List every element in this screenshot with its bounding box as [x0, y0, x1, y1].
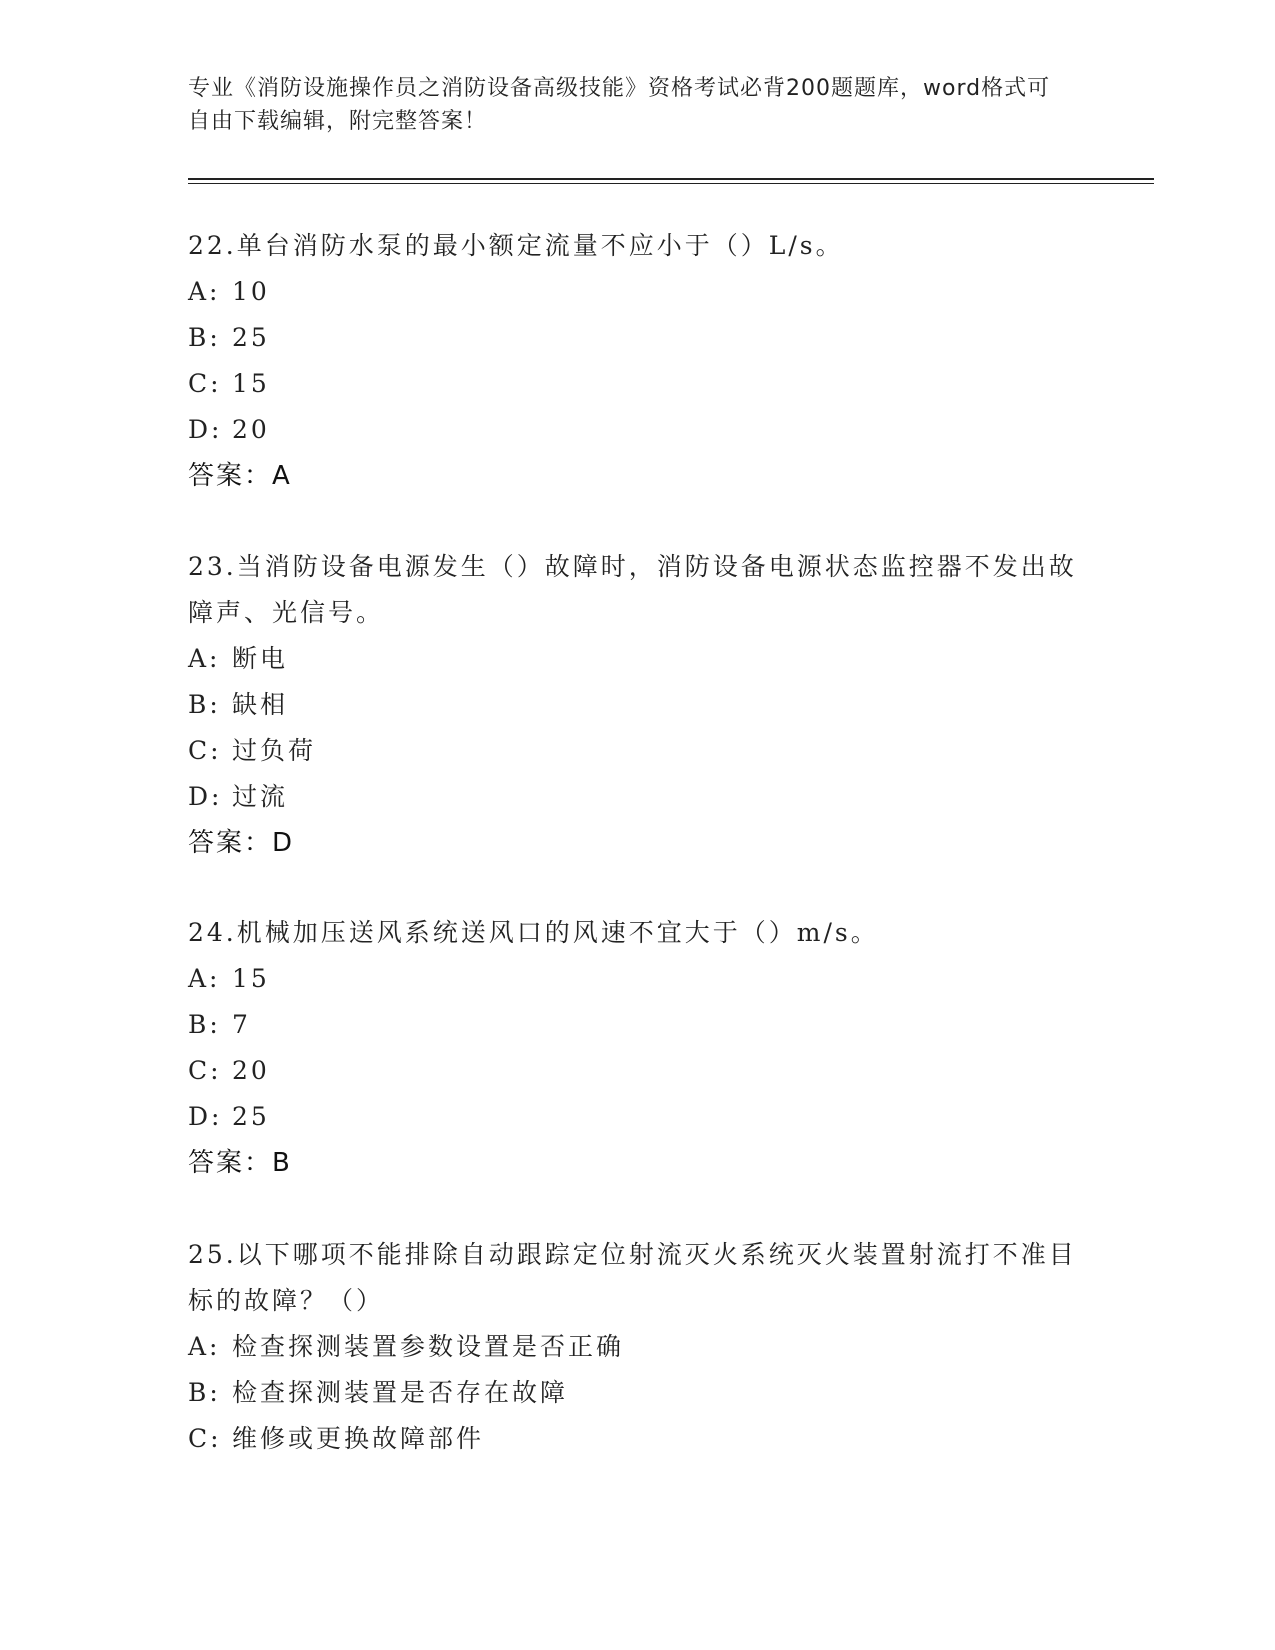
option-b	[188, 315, 1088, 361]
option-key: A:	[188, 964, 221, 993]
option-a	[188, 1324, 1088, 1370]
option-text: 25	[232, 323, 270, 352]
question-stem: 23.当消防设备电源发生（）故障时，消防设备电源状态监控器不发出故障声、光信号。	[188, 552, 1077, 627]
option-c	[188, 1416, 1088, 1462]
option-text: 检查探测装置参数设置是否正确	[232, 1332, 625, 1361]
option-key: B:	[188, 690, 221, 719]
option-key: A:	[188, 644, 221, 673]
option-text: 15	[232, 964, 270, 993]
option-key: C:	[188, 1056, 222, 1085]
option-d	[188, 407, 1088, 453]
option-text: 7	[232, 1010, 251, 1039]
question-25	[188, 1232, 1088, 1462]
question-22	[188, 223, 1088, 499]
option-key: C:	[188, 736, 222, 765]
option-key: B:	[188, 1010, 221, 1039]
option-d	[188, 1094, 1088, 1140]
option-key: A:	[188, 1332, 221, 1361]
option-text: 断电	[232, 644, 289, 673]
option-key: D:	[188, 782, 223, 811]
option-b	[188, 682, 1088, 728]
answer-label: 答案：D	[188, 828, 295, 858]
option-c	[188, 728, 1088, 774]
option-key: C:	[188, 369, 222, 398]
question-stem: 22.单台消防水泵的最小额定流量不应小于（）L/s。	[188, 231, 844, 260]
option-a	[188, 956, 1088, 1002]
option-b	[188, 1370, 1088, 1416]
option-b	[188, 1002, 1088, 1048]
option-key: D:	[188, 415, 223, 444]
option-text: 缺相	[232, 690, 289, 719]
option-key: B:	[188, 323, 221, 352]
answer-label: 答案：B	[188, 1148, 292, 1178]
option-text: 20	[232, 415, 270, 444]
option-text: 20	[232, 1056, 270, 1085]
option-a	[188, 269, 1088, 315]
header-divider	[188, 178, 1154, 184]
option-key: D:	[188, 1102, 223, 1131]
option-a	[188, 636, 1088, 682]
option-c	[188, 361, 1088, 407]
option-text: 过流	[232, 782, 289, 811]
question-stem: 25.以下哪项不能排除自动跟踪定位射流灭火系统灭火装置射流打不准目标的故障？（）	[188, 1240, 1077, 1315]
option-text: 25	[232, 1102, 270, 1131]
option-text: 10	[232, 277, 270, 306]
question-stem: 24.机械加压送风系统送风口的风速不宜大于（）m/s。	[188, 918, 879, 947]
option-key: A:	[188, 277, 221, 306]
answer-label: 答案：A	[188, 461, 292, 491]
option-d	[188, 774, 1088, 820]
option-text: 维修或更换故障部件	[232, 1424, 485, 1453]
option-c	[188, 1048, 1088, 1094]
option-text: 检查探测装置是否存在故障	[232, 1378, 569, 1407]
question-23	[188, 544, 1088, 866]
document-header-title: 专业《消防设施操作员之消防设备高级技能》资格考试必背200题题库，word格式可自由下载编辑，附完整答案！	[188, 76, 1051, 134]
question-24	[188, 910, 1088, 1186]
option-key: B:	[188, 1378, 221, 1407]
option-text: 过负荷	[232, 736, 317, 765]
option-text: 15	[232, 369, 270, 398]
option-key: C:	[188, 1424, 222, 1453]
